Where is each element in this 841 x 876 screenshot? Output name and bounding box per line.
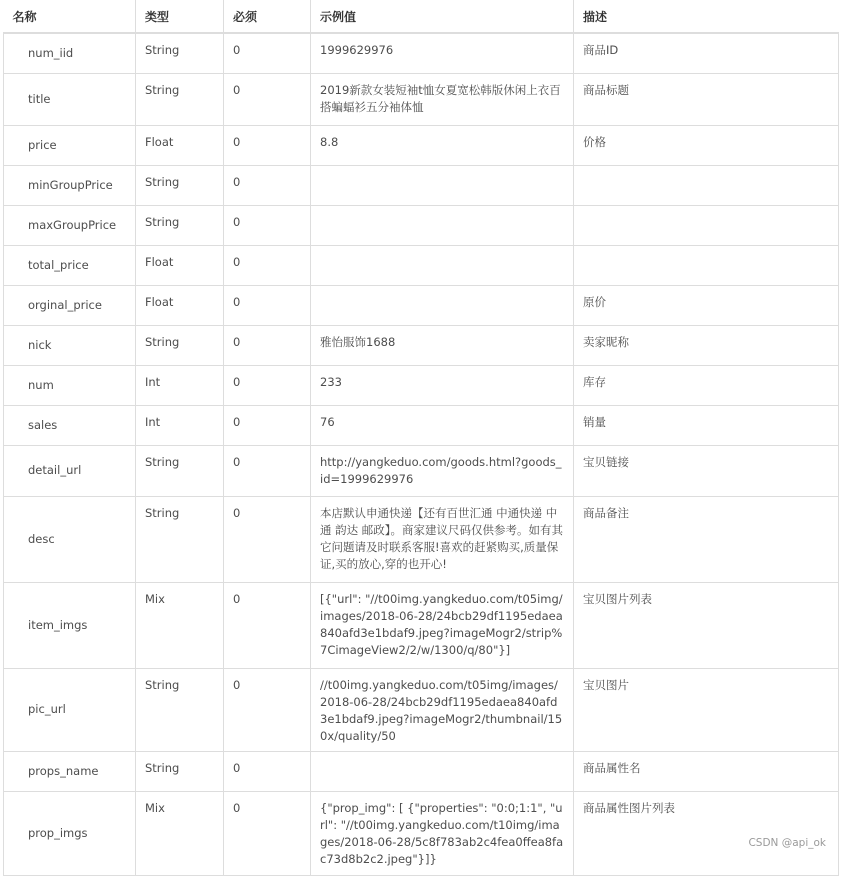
api-fields-table (3, 0, 839, 876)
field-description: 宝贝图片列表 (574, 582, 839, 668)
field-required: 0 (224, 791, 311, 875)
field-required: 0 (224, 405, 311, 445)
field-example: http://yangkeduo.com/goods.html?goods_id=1999629976 (311, 445, 574, 496)
field-required: 0 (224, 325, 311, 365)
field-name: detail_url (4, 445, 136, 496)
field-required: 0 (224, 445, 311, 496)
field-type: Mix (136, 791, 224, 875)
table-row (4, 496, 839, 582)
field-name: orginal_price (4, 285, 136, 325)
field-type: String (136, 325, 224, 365)
field-description: 宝贝链接 (574, 445, 839, 496)
field-example (311, 205, 574, 245)
header-type: 类型 (136, 0, 224, 33)
table-row (4, 205, 839, 245)
table-row (4, 405, 839, 445)
field-type: String (136, 496, 224, 582)
field-name: desc (4, 496, 136, 582)
field-name: price (4, 125, 136, 165)
field-name: title (4, 73, 136, 125)
field-name: num (4, 365, 136, 405)
field-required: 0 (224, 582, 311, 668)
field-name: nick (4, 325, 136, 365)
field-required: 0 (224, 496, 311, 582)
field-name: item_imgs (4, 582, 136, 668)
field-description: 库存 (574, 365, 839, 405)
field-description: 卖家昵称 (574, 325, 839, 365)
field-type: String (136, 33, 224, 73)
table-row (4, 73, 839, 125)
header-name: 名称 (4, 0, 136, 33)
field-type: String (136, 205, 224, 245)
field-required: 0 (224, 245, 311, 285)
field-example: //t00img.yangkeduo.com/t05img/images/2018-06-28/24bcb29df1195edaea840afd3e1bdaf9.jpeg?imageMogr2/thumbnail/150x/quality/50 (311, 668, 574, 751)
field-required: 0 (224, 751, 311, 791)
field-name: minGroupPrice (4, 165, 136, 205)
field-type: Mix (136, 582, 224, 668)
field-example: 233 (311, 365, 574, 405)
table-row (4, 668, 839, 751)
field-example (311, 751, 574, 791)
field-required: 0 (224, 73, 311, 125)
table-header-row (4, 0, 839, 33)
field-type: Int (136, 365, 224, 405)
field-name: pic_url (4, 668, 136, 751)
header-example: 示例值 (311, 0, 574, 33)
field-example: 76 (311, 405, 574, 445)
field-description (574, 205, 839, 245)
field-type: String (136, 668, 224, 751)
field-example: 8.8 (311, 125, 574, 165)
table-row (4, 285, 839, 325)
field-description (574, 245, 839, 285)
field-type: String (136, 165, 224, 205)
table-row (4, 582, 839, 668)
csdn-watermark: CSDN @api_ok (748, 837, 826, 849)
field-required: 0 (224, 205, 311, 245)
field-example: 本店默认申通快递【还有百世汇通 中通快递 中通 韵达 邮政】。商家建议尺码仅供参考。如有其它问题请及时联系客服!喜欢的赶紧购买,质量保证,买的放心,穿的也开心! (311, 496, 574, 582)
header-description: 描述 (574, 0, 839, 33)
field-example (311, 285, 574, 325)
field-type: String (136, 445, 224, 496)
field-description: 商品属性图片列表 (574, 791, 839, 875)
table-row (4, 751, 839, 791)
field-name: sales (4, 405, 136, 445)
table-row (4, 33, 839, 73)
field-name: maxGroupPrice (4, 205, 136, 245)
field-type: Int (136, 405, 224, 445)
field-description: 商品ID (574, 33, 839, 73)
field-description: 销量 (574, 405, 839, 445)
table-row (4, 325, 839, 365)
table-row (4, 125, 839, 165)
field-type: String (136, 73, 224, 125)
field-example: {"prop_img": [ {"properties": "0:0;1:1", "url": "//t00img.yangkeduo.com/t10img/images/2018-06-28/5c8f783ab2c4fea0ffea8fac73d8b2c2.jpeg"}]} (311, 791, 574, 875)
table-row (4, 365, 839, 405)
field-description: 商品属性名 (574, 751, 839, 791)
field-description: 原价 (574, 285, 839, 325)
field-example: 2019新款女装短袖t恤女夏宽松韩版休闲上衣百搭蝙蝠衫五分袖体恤 (311, 73, 574, 125)
field-name: total_price (4, 245, 136, 285)
field-description: 商品备注 (574, 496, 839, 582)
field-example (311, 245, 574, 285)
field-description: 商品标题 (574, 73, 839, 125)
field-type: String (136, 751, 224, 791)
field-required: 0 (224, 285, 311, 325)
field-required: 0 (224, 125, 311, 165)
field-required: 0 (224, 33, 311, 73)
field-name: num_iid (4, 33, 136, 73)
field-description (574, 165, 839, 205)
field-type: Float (136, 245, 224, 285)
field-example: 雅怡服饰1688 (311, 325, 574, 365)
field-type: Float (136, 285, 224, 325)
table-row (4, 445, 839, 496)
field-description: 价格 (574, 125, 839, 165)
field-description: 宝贝图片 (574, 668, 839, 751)
field-required: 0 (224, 165, 311, 205)
field-name: props_name (4, 751, 136, 791)
field-type: Float (136, 125, 224, 165)
field-example (311, 165, 574, 205)
field-required: 0 (224, 365, 311, 405)
field-required: 0 (224, 668, 311, 751)
field-name: prop_imgs (4, 791, 136, 875)
table-row (4, 165, 839, 205)
field-example: [{"url": "//t00img.yangkeduo.com/t05img/images/2018-06-28/24bcb29df1195edaea840afd3e1bdaf9.jpeg?imageMogr2/strip%7CimageView2/2/w/1300/q/80"}] (311, 582, 574, 668)
table-row (4, 791, 839, 875)
header-required: 必须 (224, 0, 311, 33)
table-row (4, 245, 839, 285)
field-example: 1999629976 (311, 33, 574, 73)
